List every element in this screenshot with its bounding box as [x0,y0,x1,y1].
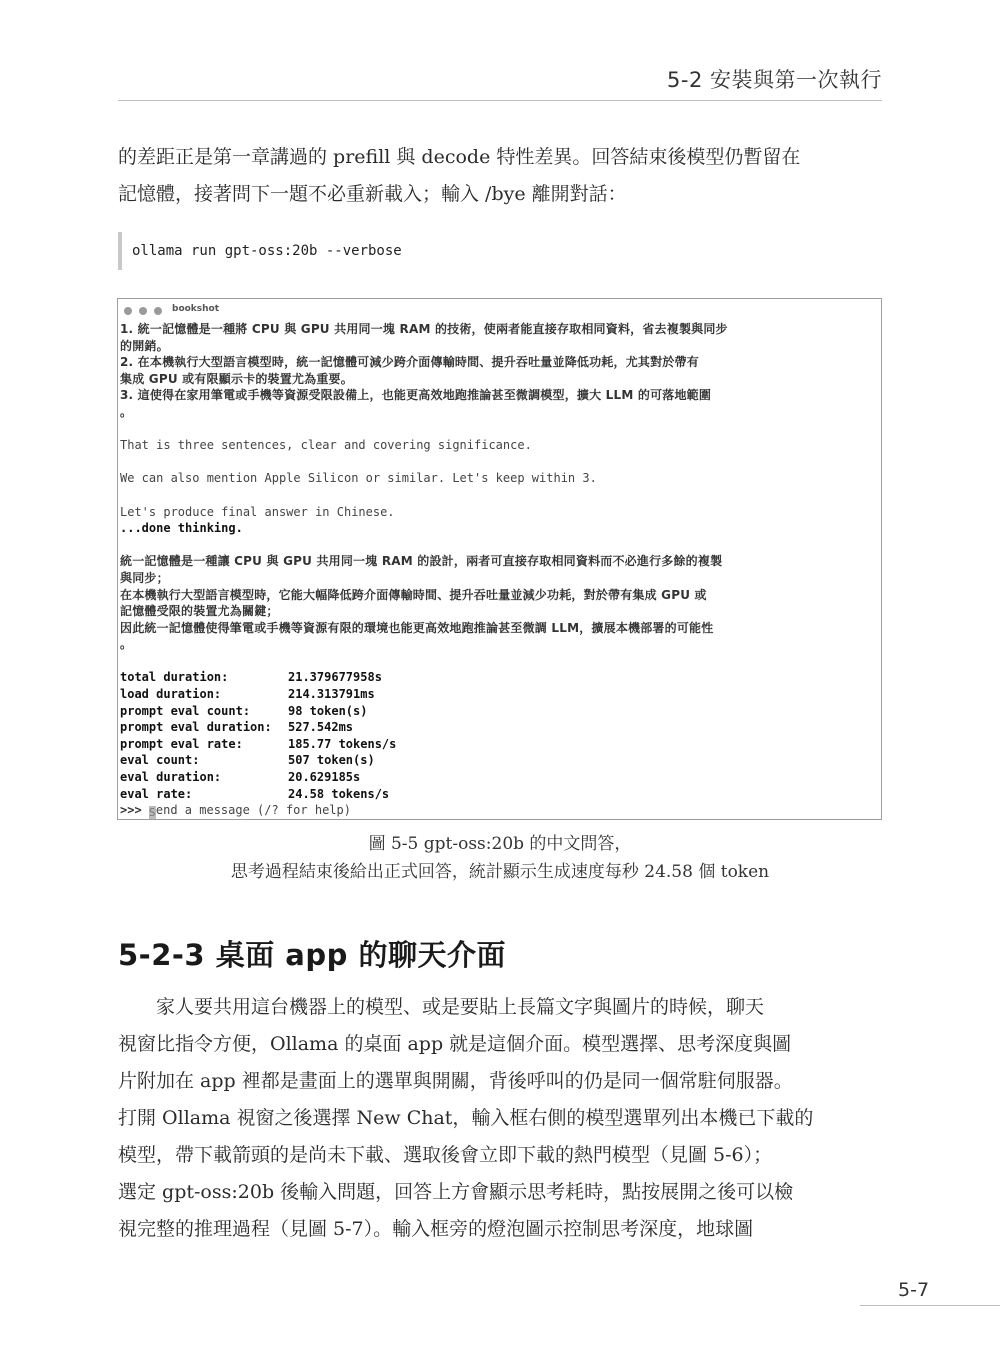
body-paragraph [118,989,882,1248]
body-line: 選定 gpt-oss:20b 後輸入問題，回答上方會顯示思考耗時，點按展開之後可以檢 [118,1181,794,1203]
reasoning-line: That is three sentences, clear and covering significance. [120,438,532,453]
body-line: 片附加在 app 裡都是畫面上的選單與開關，背後呼叫的仍是同一個常駐伺服器。 [118,1070,793,1092]
caption-line-2: 思考過程結束後給出正式回答，統計顯示生成速度每秒 24.58 個 token [230,862,770,882]
caption-line-1: 圖 5-5 gpt-oss:20b 的中文問答， [368,834,632,854]
answer-line: 在本機執行大型語言模型時，它能大幅降低跨介面傳輸時間、提升吞吐量並減少功耗，對於帶有集成 GPU 或 [120,587,707,602]
stat-value: 214.313791ms [288,687,375,702]
stat-value: 527.542ms [288,720,354,735]
stat-key: total duration: [120,670,229,685]
stat-value: 507 token(s) [288,753,375,768]
stats-row [120,752,879,769]
terminal-titlebar [118,299,881,321]
page-number: 5-7 [898,1279,930,1301]
thinking-line: 集成 GPU 或有限顯示卡的裝置尤為重要。 [120,371,353,386]
stat-key: prompt eval count: [120,703,251,718]
stats-row [120,786,879,803]
answer-line: 與同步； [120,570,169,585]
terminal-app-name: bookshot [172,304,220,314]
stats-row [120,669,879,686]
close-dot-icon [124,307,132,315]
intro-line: 的差距正是第一章講過的 prefill 與 decode 特性差異。回答結束後模型仍暫留在 [118,146,801,168]
answer-line: 。 [120,637,133,652]
stat-value: 21.379677958s [288,670,382,685]
stat-value: 20.629185s [288,770,361,785]
body-line: 視窗比指令方便，Ollama 的桌面 app 就是這個介面。模型選擇、思考深度與圖 [118,1033,792,1055]
stats-row [120,686,879,703]
intro-paragraph [118,139,882,213]
answer-line: 統一記憶體是一種讓 CPU 與 GPU 共用同一塊 RAM 的設計，兩者可直接存取相同資料而不必進行多餘的複製 [120,554,723,569]
command-text: ollama run gpt-oss:20b --verbose [132,243,402,259]
stat-value: 185.77 tokens/s [288,736,397,751]
zoom-dot-icon [154,307,162,315]
done-thinking-line: ...done thinking. [120,521,243,536]
stat-key: load duration: [120,687,222,702]
thinking-line: 3. 這使得在家用筆電或手機等資源受限設備上，也能更高效地跑推論甚至微調模型，擴大 LLM 的可落地範圍 [120,388,712,403]
intro-line: 記憶體，接著問下一題不必重新載入；輸入 /bye 離開對話： [118,183,627,205]
command-code-block [118,232,882,270]
answer-line: 因此統一記憶體使得筆電或手機等資源有限的環境也能更高效地跑推論甚至微調 LLM，擴展本機部署的可能性 [120,620,714,635]
stat-value: 98 token(s) [288,703,368,718]
section-heading: 5-2-3 桌面 app 的聊天介面 [118,938,506,972]
cursor: S [148,806,156,819]
prompt-symbol: >>> [120,803,149,818]
header-divider [118,100,882,101]
stat-value: 24.58 tokens/s [288,786,390,801]
stats-row [120,703,879,720]
terminal-output [120,321,879,819]
figure-caption [118,830,882,886]
stats-row [120,736,879,753]
body-line: 視完整的推理過程（見圖 5-7）。輸入框旁的燈泡圖示控制思考深度，地球圖 [118,1218,754,1240]
minimize-dot-icon [139,307,147,315]
stats-row [120,769,879,786]
prompt-line [120,802,879,819]
thinking-line: 1. 統一記憶體是一種將 CPU 與 GPU 共用同一塊 RAM 的技術，使兩者能直接存取相同資料，省去複製與同步 [120,322,728,336]
stat-key: eval count: [120,753,200,768]
thinking-line: 的開銷。 [120,338,169,353]
body-line: 家人要共用這台機器上的模型、或是要貼上長篇文字與圖片的時候，聊天 [118,996,765,1018]
footer-divider [860,1305,1000,1306]
body-line: 模型，帶下載箭頭的是尚未下載、選取後會立即下載的熱門模型（見圖 5-6）； [118,1144,773,1166]
stat-key: eval duration: [120,770,222,785]
answer-line: 記憶體受限的裝置尤為關鍵； [120,604,279,619]
stats-row [120,719,879,736]
stat-key: eval rate: [120,786,193,801]
stat-key: prompt eval rate: [120,736,243,751]
running-header: 5-2 安裝與第一次執行 [667,68,882,92]
reasoning-line: Let's produce final answer in Chinese. [120,504,395,519]
terminal-screenshot [117,298,882,820]
thinking-line: 2. 在本機執行大型語言模型時，統一記憶體可減少跨介面傳輸時間、提升吞吐量並降低功耗，尤其對於帶有 [120,355,699,370]
stat-key: prompt eval duration: [120,720,272,735]
reasoning-line: We can also mention Apple Silicon or similar. Let's keep within 3. [120,471,597,486]
body-line: 打開 Ollama 視窗之後選擇 New Chat，輸入框右側的模型選單列出本機已下載的 [118,1107,814,1129]
prompt-placeholder: end a message (/? for help) [155,803,351,818]
thinking-line: 。 [120,404,133,419]
